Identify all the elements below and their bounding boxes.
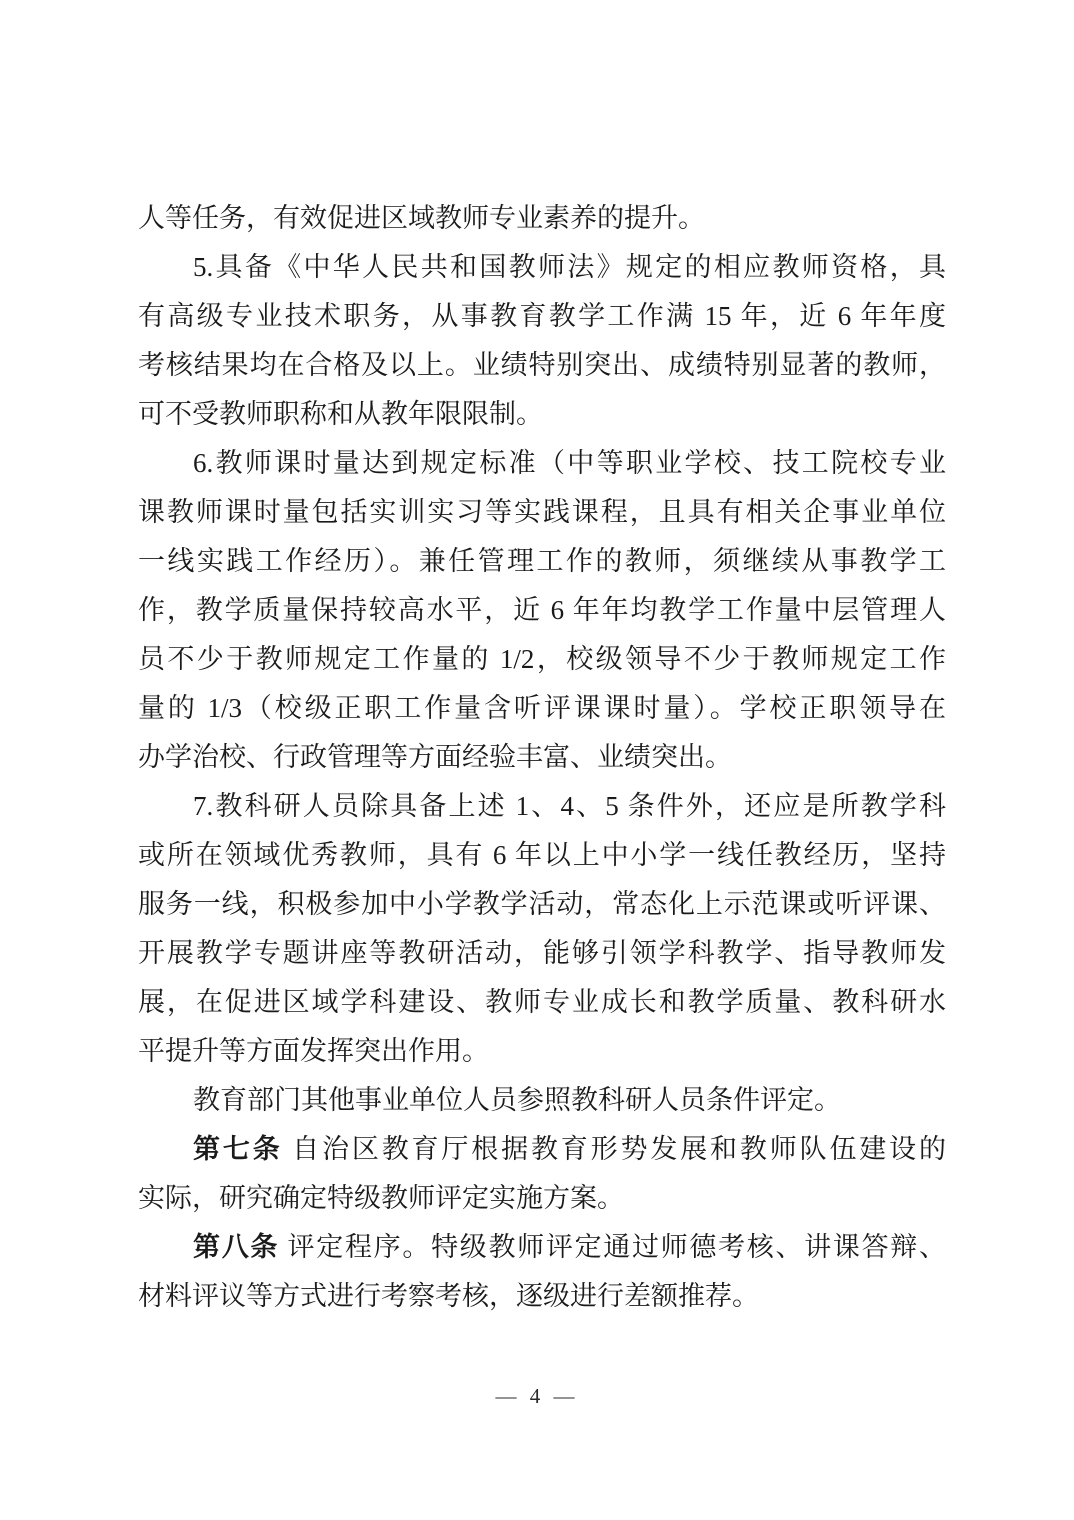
text-line: 平提升等方面发挥突出作用。 [138,1036,489,1066]
text-line: 考核结果均在合格及以上。业绩特别突出、成绩特别显著的教师， [138,350,946,380]
text-line: 实际，研究确定特级教师评定实施方案。 [138,1183,624,1213]
text-line: 材料评议等方式进行考察考核，逐级进行差额推荐。 [138,1281,759,1311]
page-number: — 4 — [495,1384,579,1408]
text-line: 量的 1/3（校级正职工作量含听评课课时量）。学校正职领导在 [138,693,946,723]
text-line: 6.教师课时量达到规定标准（中等职业学校、技工院校专业 [193,448,946,478]
text-line: 可不受教师职称和从教年限限制。 [138,399,543,429]
text-line: 第八条 评定程序。特级教师评定通过师德考核、讲课答辩、 [193,1232,947,1262]
text-line: 展，在促进区域学科建设、教师专业成长和教学质量、教科研水 [138,987,946,1017]
text-line: 5.具备《中华人民共和国教师法》规定的相应教师资格，具 [193,252,946,282]
page-footer [0,1384,1074,1409]
text-line: 一线实践工作经历）。兼任管理工作的教师，须继续从事教学工 [138,546,946,576]
text-line: 开展教学专题讲座等教研活动，能够引领学科教学、指导教师发 [138,938,946,968]
document-body [138,194,946,1321]
article-number-heading: 第七条 [193,1134,283,1164]
text-line: 办学治校、行政管理等方面经验丰富、业绩突出。 [138,742,732,772]
text-line: 或所在领域优秀教师，具有 6 年以上中小学一线任教经历，坚持 [138,840,946,870]
text-line: 第七条 自治区教育厅根据教育形势发展和教师队伍建设的 [193,1134,947,1164]
text-line: 7.教科研人员除具备上述 1、4、5 条件外，还应是所教学科 [193,791,946,821]
text-line: 作，教学质量保持较高水平，近 6 年年均教学工作量中层管理人 [138,595,946,625]
text-line: 人等任务，有效促进区域教师专业素养的提升。 [138,203,705,233]
text-line: 有高级专业技术职务，从事教育教学工作满 15 年，近 6 年年度 [138,301,946,331]
text-line: 课教师课时量包括实训实习等实践课程，且具有相关企事业单位 [138,497,946,527]
text-line: 员不少于教师规定工作量的 1/2，校级领导不少于教师规定工作 [138,644,946,674]
article-number-heading: 第八条 [193,1232,280,1262]
text-line: 服务一线，积极参加中小学教学活动，常态化上示范课或听评课、 [138,889,946,919]
text-line: 教育部门其他事业单位人员参照教科研人员条件评定。 [193,1085,841,1115]
